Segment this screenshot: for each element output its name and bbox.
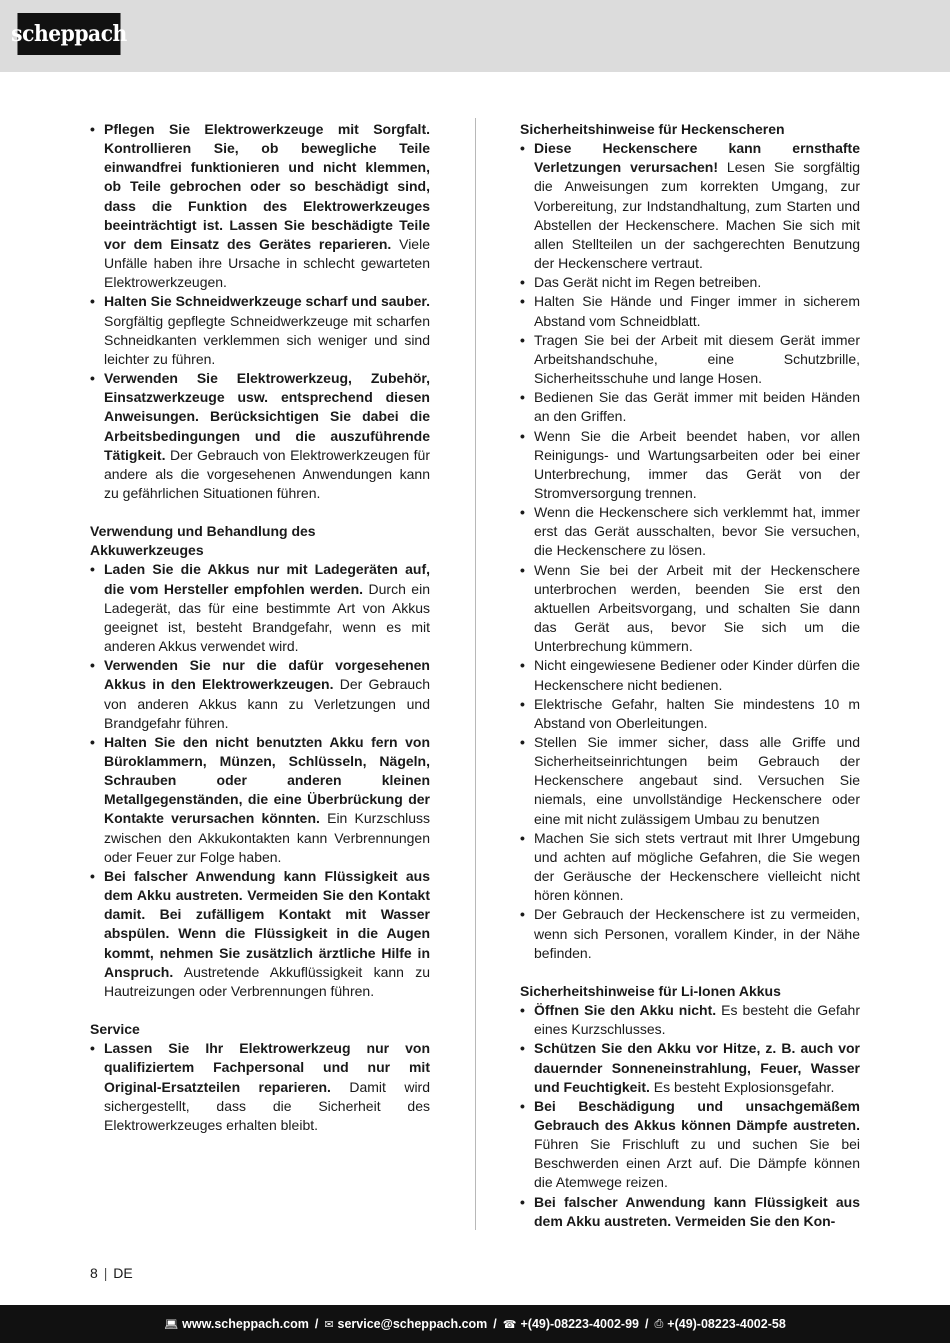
list-maintenance	[90, 120, 430, 503]
list-item-text: Führen Sie Frischluft zu und suchen Sie bei Beschwerden einen Arzt auf. Die Dämpfe können die Atemwege reizen.	[534, 1136, 860, 1191]
list-item-text: Austretende Akkuflüssigkeit kann zu Hautreizungen oder Verbrennungen führen.	[104, 963, 430, 999]
list-item-text: Ein Kurzschluss zwischen den Akkukontakten kann Verbrennungen oder Feuer zur Folge haben.	[104, 810, 431, 865]
list-item-text: Lesen Sie sorgfältig die Anweisungen zum korrekten Umgang, zur Vorbereitung, zur Indstandhaltung, zum Starten und Abstellen der Heckenschere. Machen Sie sich mit allen Stellteilen un der sachgerechten Benutzung der Heckenschere vertraut.	[534, 159, 860, 272]
footer-separator: /	[314, 1317, 319, 1331]
page-number-separator: |	[103, 1265, 108, 1281]
list-item	[90, 1039, 430, 1135]
list-item-emphasis: Halten Sie den nicht benutzten Akku fern von Büroklammern, Münzen, Schlüsseln, Nägeln, Schrauben oder anderen kleinen Metallgegenständen, die eine Überbrückung der Kontakte verursachen könnten.	[104, 733, 430, 827]
left-column	[90, 120, 430, 1135]
list-item	[520, 695, 860, 733]
list-item	[520, 139, 860, 273]
footer-website[interactable]: www.scheppach.com	[182, 1317, 309, 1331]
page-number-value: 8	[90, 1265, 98, 1281]
page-language: DE	[113, 1265, 133, 1281]
list-item	[520, 829, 860, 906]
list-item-text: Sorgfältig gepflegte Schneidwerkzeuge mit scharfen Schneidkanten verklemmen sich weniger und sind leichter zu führen.	[104, 312, 430, 367]
right-column	[520, 120, 860, 1231]
list-item-emphasis: Schützen Sie den Akku vor Hitze, z. B. auch vor dauernder Sonneneinstrahlung, Feuer, Wasser und Feuchtigkeit.	[534, 1040, 860, 1095]
list-item-emphasis: Bei Beschädigung und unsachgemäßem Gebrauch des Akkus können Dämpfe austreten.	[534, 1097, 860, 1133]
list-item-emphasis: Pflegen Sie Elektrowerkzeuge mit Sorgfalt. Kontrollieren Sie, ob bewegliche Teile einwandfrei funktionieren und nicht klemmen, ob Teile gebrochen oder so beschädigt sind, dass die Funktion des Elektrowerkzeuges beeinträchtigt ist. Lassen Sie beschädigte Teile vor dem Einsatz des Gerätes reparieren.	[104, 121, 430, 252]
list-item-text: Der Gebrauch von anderen Akkus kann zu Verletzungen und Brandgefahr führen.	[104, 676, 430, 731]
list-item	[520, 388, 860, 426]
list-item	[90, 560, 430, 656]
section-title-li-ion: Sicherheitshinweise für Li-Ionen Akkus	[520, 982, 781, 999]
list-akku	[90, 560, 430, 1001]
section-title-akku: Verwendung und Behandlung des Akkuwerkzeuges	[90, 523, 316, 559]
list-item	[520, 1001, 860, 1039]
list-item-text: Damit wird sichergestellt, dass die Sicherheit des Elektrowerkzeuges erhalten bleibt.	[104, 1078, 430, 1133]
list-item-text: Bedienen Sie das Gerät immer mit beiden Händen an den Griffen.	[534, 389, 860, 425]
list-item-emphasis: Laden Sie die Akkus nur mit Ladegeräten auf, die vom Hersteller empfohlen werden.	[104, 561, 430, 597]
page-footer	[0, 1305, 950, 1343]
list-item-text: Halten Sie Hände und Finger immer in sicherem Abstand vom Schneidblatt.	[534, 293, 860, 329]
list-item	[90, 120, 430, 292]
footer-fax: +(49)-08223-4002-58	[667, 1317, 786, 1331]
list-item	[90, 656, 430, 733]
footer-separator: /	[644, 1317, 649, 1331]
list-item-text: Das Gerät nicht im Regen betreiben.	[534, 274, 762, 291]
list-item-text: Der Gebrauch von Elektrowerkzeugen für andere als die vorgesehenen Anwendungen kann zu gefährlichen Situationen führen.	[104, 446, 430, 501]
envelope-icon: ✉︎	[324, 1318, 334, 1331]
footer-phone[interactable]: +(49)-08223-4002-99	[520, 1317, 639, 1331]
list-item	[90, 292, 430, 369]
list-item	[520, 292, 860, 330]
section-title-hedge-trimmer: Sicherheitshinweise für Heckenscheren	[520, 121, 785, 137]
list-item-text: Machen Sie sich stets vertraut mit Ihrer Umgebung und achten auf mögliche Gefahren, die Sie wegen der Geräusche der Heckenschere vielleicht nicht hören können.	[534, 829, 860, 904]
list-item	[520, 905, 860, 962]
list-item-emphasis: Verwenden Sie nur die dafür vorgesehenen Akkus in den Elektrowerkzeugen.	[104, 657, 430, 693]
list-item	[90, 369, 430, 503]
list-item-emphasis: Bei falscher Anwendung kann Flüssigkeit aus dem Akku austreten. Vermeiden Sie den Kon-	[534, 1193, 860, 1229]
telephone-icon: ☎︎	[502, 1318, 517, 1331]
list-hedge-trimmer	[520, 139, 860, 963]
list-item	[520, 733, 860, 829]
computer-icon: 💻︎	[164, 1318, 179, 1331]
list-item-text: Wenn die Heckenschere sich verklemmt hat, immer erst das Gerät ausschalten, bevor Sie versuchen, die Heckenschere zu lösen.	[534, 504, 860, 559]
list-item-text: Stellen Sie immer sicher, dass alle Griffe und Sicherheitseinrichtungen beim Gebrauch der Heckenschere angebaut sind. Versuchen Sie niemals, eine unvollständige Heckenschere oder eine mit nicht zulässigem Umbau zu benutzen	[534, 734, 860, 827]
footer-email[interactable]: service@scheppach.com	[337, 1317, 488, 1331]
list-item-text: Es besteht Explosionsgefahr.	[649, 1078, 835, 1095]
list-item-emphasis: Öffnen Sie den Akku nicht.	[534, 1002, 717, 1019]
section-title-service: Service	[90, 1021, 140, 1038]
list-item	[520, 1193, 860, 1231]
list-item	[520, 656, 860, 694]
list-item-text: Es besteht die Gefahr eines Kurzschlusses.	[534, 1002, 860, 1038]
column-divider	[475, 118, 476, 1230]
list-item	[520, 427, 860, 504]
list-item	[90, 733, 430, 867]
list-item	[520, 561, 860, 657]
list-li-ion	[520, 1001, 860, 1231]
fax-icon: ⎙	[654, 1317, 664, 1330]
list-item-emphasis: Diese Heckenschere kann ernsthafte Verletzungen verursachen!	[534, 140, 860, 176]
list-item-text: Viele Unfälle haben ihre Ursache in schlecht gewarteten Elektrowerkzeugen.	[104, 235, 430, 291]
page-number	[90, 1265, 133, 1281]
list-item	[520, 273, 860, 292]
list-item	[520, 1039, 860, 1096]
list-item-text: Der Gebrauch der Heckenschere ist zu vermeiden, wenn sich Personen, vorallem Kinder, in der Nähe befinden.	[534, 906, 860, 961]
list-item	[520, 503, 860, 560]
list-item-emphasis: Verwenden Sie Elektrowerkzeug, Zubehör, Einsatzwerkzeuge usw. entsprechend diesen Anweisungen. Berücksichtigen Sie dabei die Arbeitsbedingungen und die auszuführende Tätigkeit.	[104, 370, 430, 463]
scheppach-logo: scheppach	[17, 13, 120, 55]
list-service	[90, 1039, 430, 1135]
list-item-emphasis: Lassen Sie Ihr Elektrowerkzeug nur von qualifiziertem Fachpersonal und nur mit Original-Ersatzteilen reparieren.	[104, 1040, 430, 1095]
list-item-text: Durch ein Ladegerät, das für eine bestimmte Art von Akkus geeignet ist, besteht Brandgefahr, wenn es mit anderen Akkus verwendet wird.	[104, 580, 430, 655]
list-item	[520, 1097, 860, 1193]
list-item-text: Wenn Sie bei der Arbeit mit der Heckenschere unterbrochen werden, beenden Sie erst den aktuellen Arbeitsvorgang, und schalten Sie dann das Gerät aus, bevor Sie sich um die Unterbrechung kümmern.	[534, 561, 860, 655]
list-item	[520, 331, 860, 388]
list-item-text: Nicht eingewiesene Bediener oder Kinder dürfen die Heckenschere nicht bedienen.	[534, 657, 860, 693]
list-item-emphasis: Bei falscher Anwendung kann Flüssigkeit aus dem Akku austreten. Vermeiden Sie den Kontakt damit. Bei zufälligem Kontakt mit Wasser abspülen. Wenn die Flüssigkeit in die Augen kommt, nehmen Sie zusätzlich ärztliche Hilfe in Anspruch.	[104, 867, 430, 980]
list-item-text: Wenn Sie die Arbeit beendet haben, vor allen Reinigungs- und Wartungsarbeiten oder bei einer Unterbrechung, immer das Gerät von der Stromversorgung trennen.	[534, 427, 860, 501]
list-item	[90, 867, 430, 1001]
footer-separator: /	[493, 1317, 497, 1331]
list-item-text: Elektrische Gefahr, halten Sie mindestens 10 m Abstand von Oberleitungen.	[534, 695, 860, 731]
list-item-text: Tragen Sie bei der Arbeit mit diesem Gerät immer Arbeitshandschuhe, eine Schutzbrille, Sicherheitsschuhe und lange Hosen.	[534, 331, 860, 387]
page-header	[0, 0, 950, 72]
list-item-emphasis: Halten Sie Schneidwerkzeuge scharf und sauber.	[104, 293, 430, 310]
